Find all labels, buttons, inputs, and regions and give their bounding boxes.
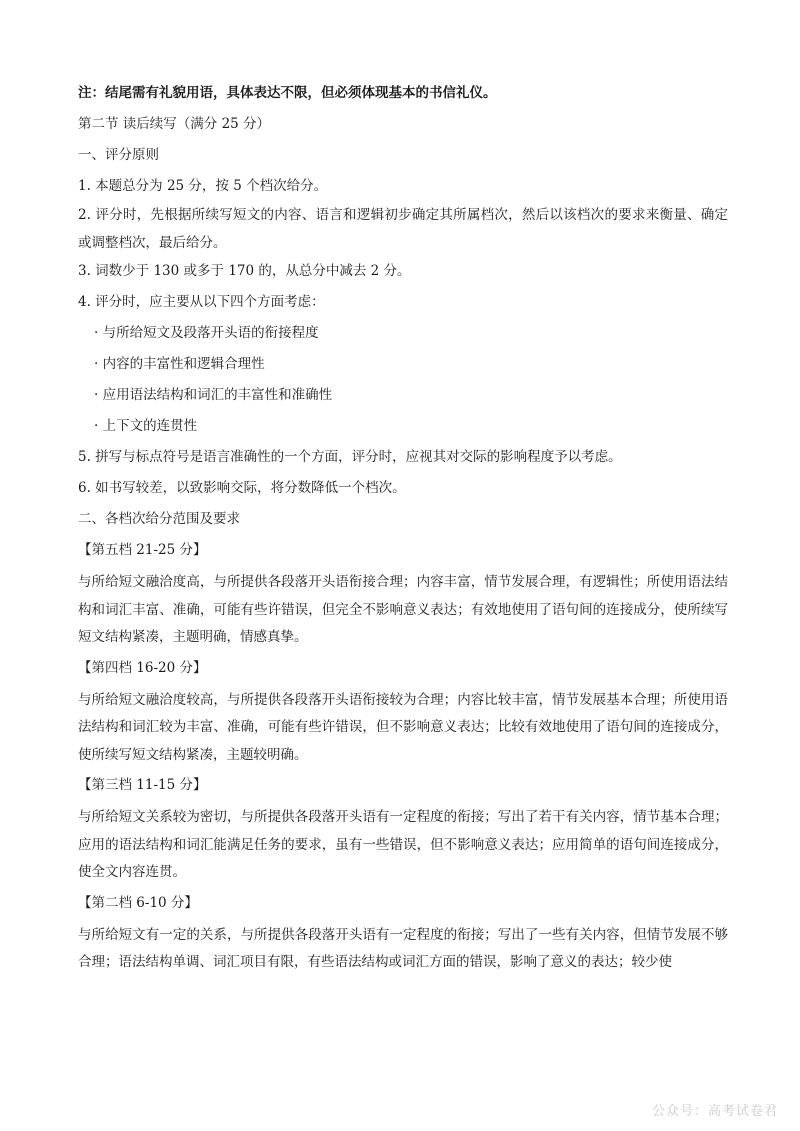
note-text: 注：结尾需有礼貌用语，具体表达不限，但必须体现基本的书信礼仪。 — [78, 85, 497, 101]
rule-item: 3. 词数少于 130 或多于 170 的，从总分中减去 2 分。 — [78, 263, 411, 279]
band-text: 与所给短文有一定的关系，与所提供各段落开头语有一定程度的衔接；写出了一些有关内容，但情节发展不够合理；语法结构单调、词汇项目有限，有些语法结构或词汇方面的错误，影响了意义的表达；较少使 — [78, 926, 728, 970]
band-label: 【第五档 21-25 分】 — [78, 542, 207, 558]
rule-item: 2. 评分时，先根据所续写短文的内容、语言和逻辑初步确定其所属档次，然后以该档次的要求来衡量、确定或调整档次，最后给分。 — [78, 207, 728, 251]
band-label: 【第四档 16-20 分】 — [78, 659, 207, 676]
criteria-item: · 内容的丰富性和逻辑合理性 — [94, 356, 265, 372]
band-text: 与所给短文融洽度较高，与所提供各段落开头语衔接较为合理；内容比较丰富，情节发展基本合理；所使用语法结构和词汇较为丰富、准确，可能有些许错误，但不影响意义表达；比较有效地使用了语句间的连接成分，使所续写短文结构紧凑，主题较明确。 — [78, 691, 728, 763]
rule-item: 1. 本题总分为 25 分，按 5 个档次给分。 — [78, 178, 328, 194]
criteria-item: · 上下文的连贯性 — [94, 418, 198, 434]
rule-item: 6. 如书写较差，以致影响交际，将分数降低一个档次。 — [78, 480, 406, 496]
watermark-text: 公众号：高考试卷君 — [651, 1104, 778, 1119]
document-page — [78, 84, 728, 984]
band-label: 【第三档 11-15 分】 — [78, 777, 207, 793]
band-text: 与所给短文关系较为密切，与所提供各段落开头语有一定程度的衔接；写出了若干有关内容，情节基本合理；应用的语法结构和词汇能满足任务的要求，虽有一些错误，但不影响意义表达；应用简单的语句间连接成分，使全文内容连贯。 — [78, 809, 728, 880]
part2-title: 二、各档次给分范围及要求 — [78, 511, 240, 527]
section-title: 第二节 读后续写（满分 25 分） — [78, 116, 271, 132]
criteria-item: · 与所给短文及段落开头语的衔接程度 — [94, 325, 319, 341]
criteria-item: · 应用语法结构和词汇的丰富性和准确性 — [94, 387, 333, 403]
part1-title: 一、评分原则 — [78, 147, 159, 163]
rule-item: 4. 评分时，应主要从以下四个方面考虑： — [78, 294, 325, 310]
rule-item: 5. 拼写与标点符号是语言准确性的一个方面，评分时，应视其对交际的影响程度予以考虑。 — [78, 449, 622, 465]
band-label: 【第二档 6-10 分】 — [78, 894, 198, 911]
band-text: 与所给短文融洽度高，与所提供各段落开头语衔接合理；内容丰富，情节发展合理，有逻辑性；所使用语法结构和词汇丰富、准确，可能有些许错误，但完全不影响意义表达；有效地使用了语句间的连接成分，使所续写短文结构紧凑，主题明确，情感真挚。 — [78, 574, 728, 645]
